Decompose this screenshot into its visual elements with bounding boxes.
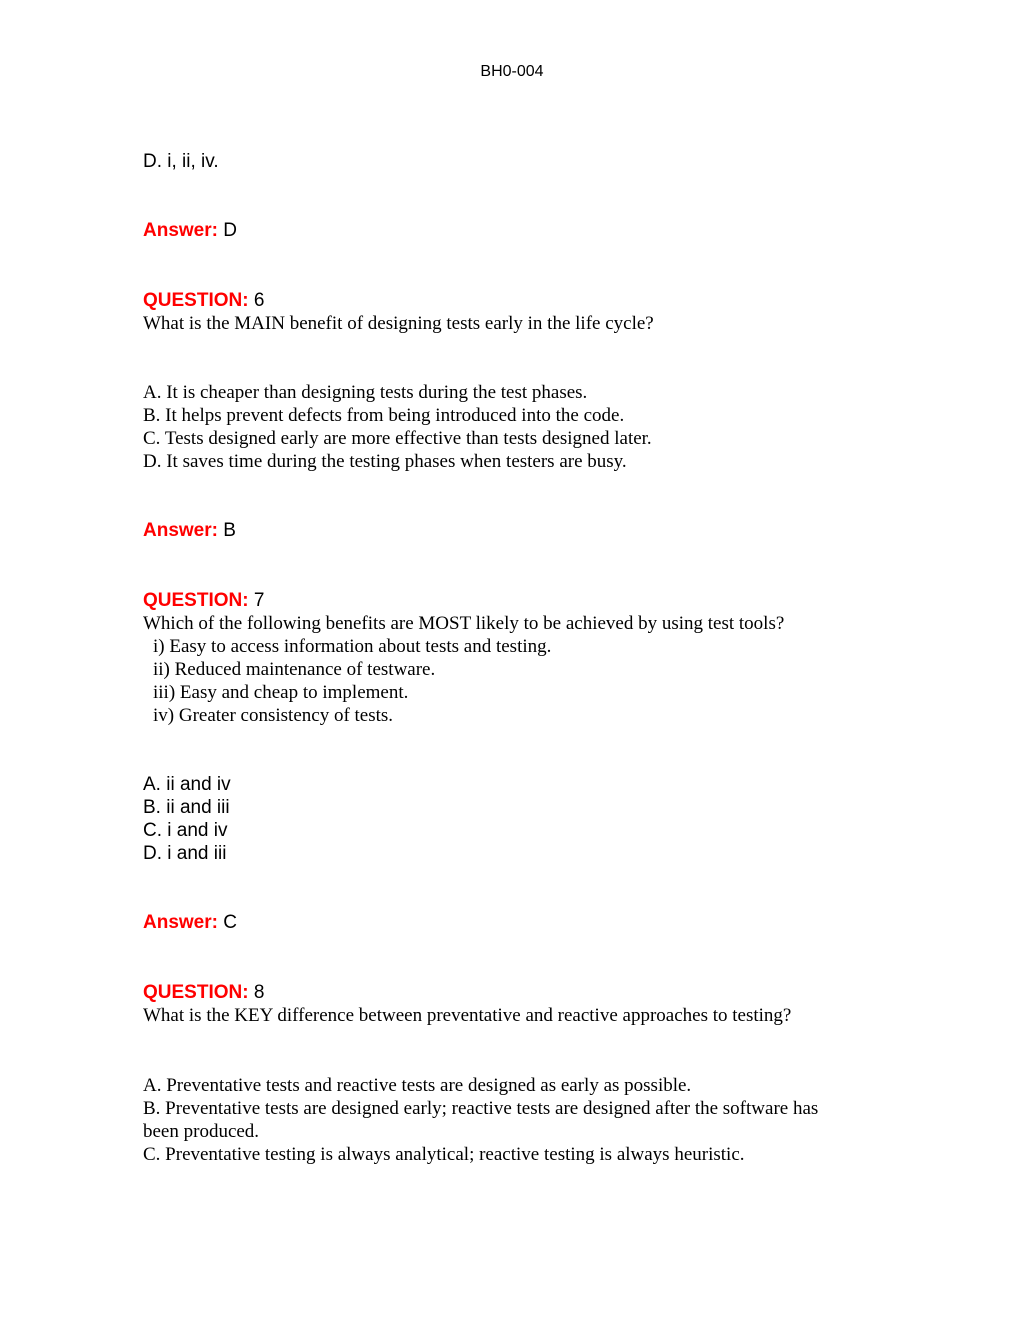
q6-option-c: C. Tests designed early are more effective than tests designed later. bbox=[143, 428, 652, 449]
page-header: BH0-004 bbox=[480, 63, 544, 80]
answer-line-q6 bbox=[143, 519, 236, 542]
question-heading-6 bbox=[143, 289, 264, 312]
q7-option-d: D. i and iii bbox=[143, 843, 227, 864]
q8-option-b-continued: been produced. bbox=[143, 1121, 260, 1142]
answer-value: D bbox=[223, 220, 237, 241]
question-heading-8 bbox=[143, 981, 264, 1004]
q8-option-a: A. Preventative tests and reactive tests are designed as early as possible. bbox=[143, 1075, 692, 1096]
q7-item-iv: iv) Greater consistency of tests. bbox=[153, 705, 394, 726]
q7-item-iii: iii) Easy and cheap to implement. bbox=[153, 682, 409, 703]
q7-option-a: A. ii and iv bbox=[143, 774, 231, 795]
q8-option-b: B. Preventative tests are designed early; reactive tests are designed after the software has bbox=[143, 1098, 819, 1119]
answer-label: Answer: bbox=[143, 912, 218, 933]
previous-option-d: D. i, ii, iv. bbox=[143, 151, 219, 172]
q6-option-b: B. It helps prevent defects from being introduced into the code. bbox=[143, 405, 625, 426]
answer-line-q5 bbox=[143, 219, 237, 242]
question-text-8: What is the KEY difference between preventative and reactive approaches to testing? bbox=[143, 1005, 792, 1026]
question-label: QUESTION: bbox=[143, 290, 249, 311]
question-number: 8 bbox=[253, 982, 265, 1003]
question-label: QUESTION: bbox=[143, 982, 249, 1003]
q7-option-c: C. i and iv bbox=[143, 820, 228, 841]
q7-item-ii: ii) Reduced maintenance of testware. bbox=[153, 659, 436, 680]
question-text-6: What is the MAIN benefit of designing tests early in the life cycle? bbox=[143, 313, 654, 334]
question-label: QUESTION: bbox=[143, 590, 249, 611]
answer-value: C bbox=[223, 912, 237, 933]
answer-label: Answer: bbox=[143, 520, 218, 541]
answer-value: B bbox=[223, 520, 236, 541]
q7-option-b: B. ii and iii bbox=[143, 797, 230, 818]
q6-option-a: A. It is cheaper than designing tests during the test phases. bbox=[143, 382, 588, 403]
question-text-7: Which of the following benefits are MOST likely to be achieved by using test tools? bbox=[143, 613, 785, 634]
q7-item-i: i) Easy to access information about tests and testing. bbox=[153, 636, 552, 657]
question-number: 6 bbox=[253, 290, 265, 311]
q8-option-c: C. Preventative testing is always analytical; reactive testing is always heuristic. bbox=[143, 1144, 745, 1165]
answer-label: Answer: bbox=[143, 220, 218, 241]
answer-line-q7 bbox=[143, 911, 237, 934]
q6-option-d: D. It saves time during the testing phases when testers are busy. bbox=[143, 451, 627, 472]
question-number: 7 bbox=[253, 590, 265, 611]
question-heading-7 bbox=[143, 589, 264, 612]
